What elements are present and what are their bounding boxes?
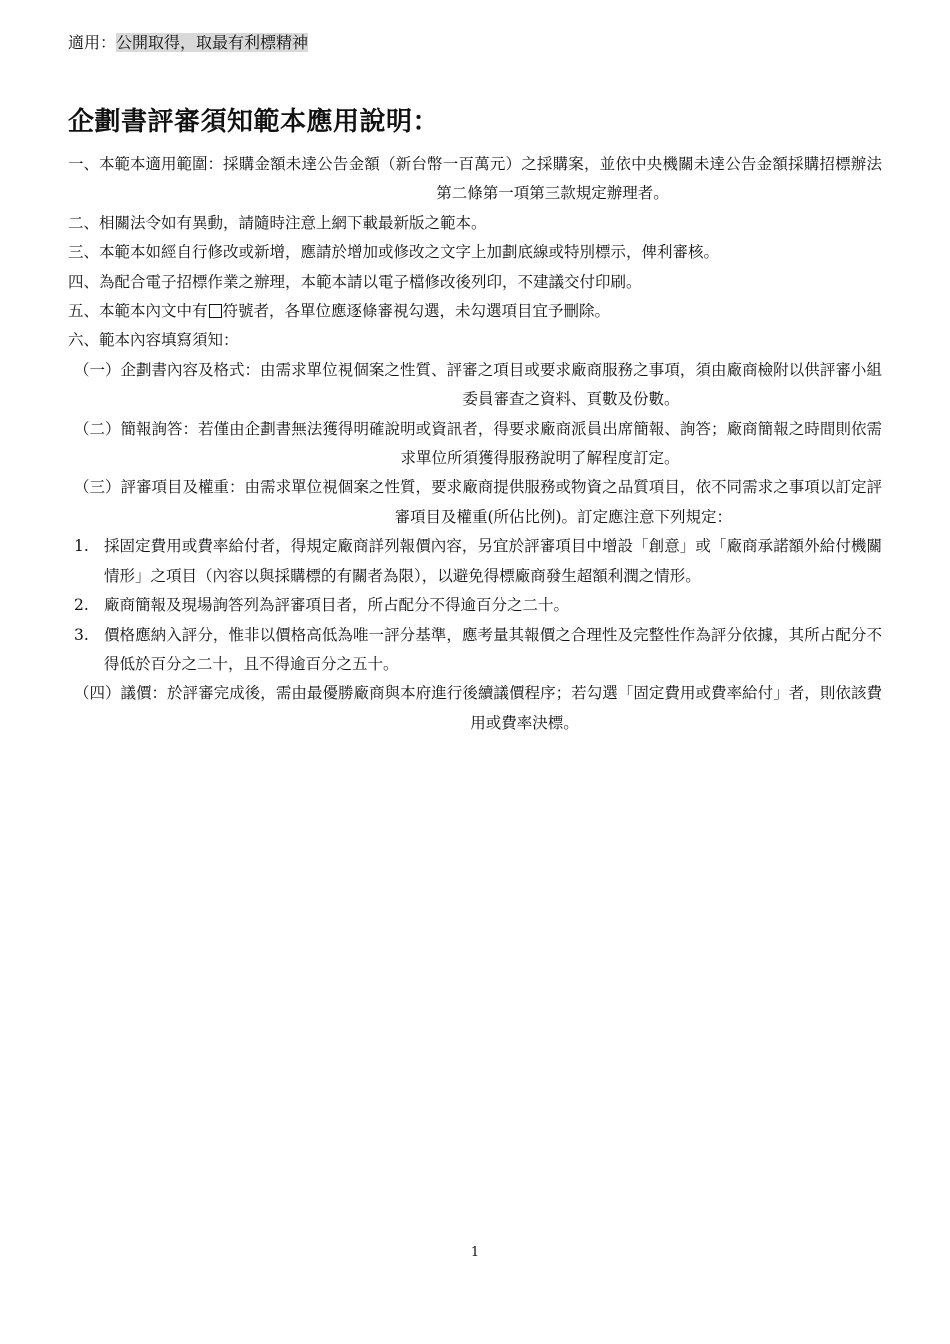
subitem-2-lead: （二）簡報詢答： <box>74 419 199 438</box>
subitem-2 <box>68 415 882 474</box>
subitem-1-text: 由需求單位視個案之性質、評審之項目或要求廠商服務之事項，須由廠商檢附以供評審小組委員審查之資料、頁數及份數。 <box>260 360 882 409</box>
subitem-4 <box>68 679 882 738</box>
item-6: 六、範本內容填寫須知： <box>68 331 239 350</box>
numbered-item-3 <box>68 621 882 680</box>
instructions-body <box>68 150 882 738</box>
item-2: 二、相關法令如有異動，請隨時注意上網下載最新版之範本。 <box>68 213 487 232</box>
subitem-1-lead: （一）企劃書內容及格式： <box>74 360 261 379</box>
numbered-item-2-lead: 2. <box>74 596 89 615</box>
applicability-label: 適用： <box>68 33 117 52</box>
page-number: 1 <box>470 1245 480 1260</box>
numbered-item-1-text: 採固定費用或費率給付者，得規定廠商詳列報價內容，另宜於評審項目中增設「創意」或「廠商承諾額外給付機關情形」之項目（內容以與採購標的有關者為限），以避免得標廠商發生超額利潤之情形。 <box>104 537 882 585</box>
numbered-item-2 <box>68 591 882 620</box>
document-title: 企劃書評審須知範本應用說明： <box>68 107 440 137</box>
subitem-4-text: 於評審完成後，需由最優勝廠商與本府進行後續議價程序；若勾選「固定費用或費率給付」者，則依該費用或費率決標。 <box>167 684 882 732</box>
subitem-1 <box>68 356 882 415</box>
item-5 <box>68 297 882 326</box>
subitem-2-text: 若僅由企劃書無法獲得明確說明或資訊者，得要求廠商派員出席簡報、詢答；廠商簡報之時間則依需求單位所須獲得服務說明了解程度訂定。 <box>198 419 882 468</box>
numbered-item-1-lead: 1. <box>74 537 89 556</box>
numbered-item-3-lead: 3. <box>74 625 89 644</box>
applicability-value: 公開取得，取最有利標精神 <box>116 33 309 52</box>
item-5-after: 符號者，各單位應逐條審視勾選，未勾選項目宜予刪除。 <box>222 302 611 321</box>
item-5-before: 五、本範本內文中有 <box>68 302 208 321</box>
item-1-text: 採購金額未達公告金額（新台幣一百萬元）之採購案，並依中央機關未達公告金額採購招標辦法第二條第一項第三款規定辦理者。 <box>223 155 882 203</box>
item-3: 三、本範本如經自行修改或新增，應請於增加或修改之文字上加劃底線或特別標示，俾利審核。 <box>68 243 720 262</box>
numbered-item-3-text: 價格應納入評分，惟非以價格高低為唯一評分基準，應考量其報價之合理性及完整性作為評分依據，其所占配分不得低於百分之二十，且不得逾百分之五十。 <box>104 625 882 673</box>
item-1 <box>68 150 882 209</box>
item-1-lead: 一、本範本適用範圍： <box>68 155 224 173</box>
subitem-3-lead: （三）評審項目及權重： <box>74 478 245 497</box>
numbered-item-1 <box>68 532 882 591</box>
numbered-item-2-text: 廠商簡報及現場詢答列為評審項目者，所占配分不得逾百分之二十。 <box>104 596 570 615</box>
subitem-3 <box>68 473 882 532</box>
applicability-line <box>68 30 308 56</box>
checkbox-icon <box>209 304 222 318</box>
subitem-4-lead: （四）議價： <box>74 684 168 703</box>
subitem-3-text: 由需求單位視個案之性質，要求廠商提供服務或物資之品質項目，依不同需求之事項以訂定評審項目及權重(所佔比例)。訂定應注意下列規定： <box>244 478 882 526</box>
item-4: 四、為配合電子招標作業之辦理，本範本請以電子檔修改後列印，不建議交付印刷。 <box>68 272 642 291</box>
